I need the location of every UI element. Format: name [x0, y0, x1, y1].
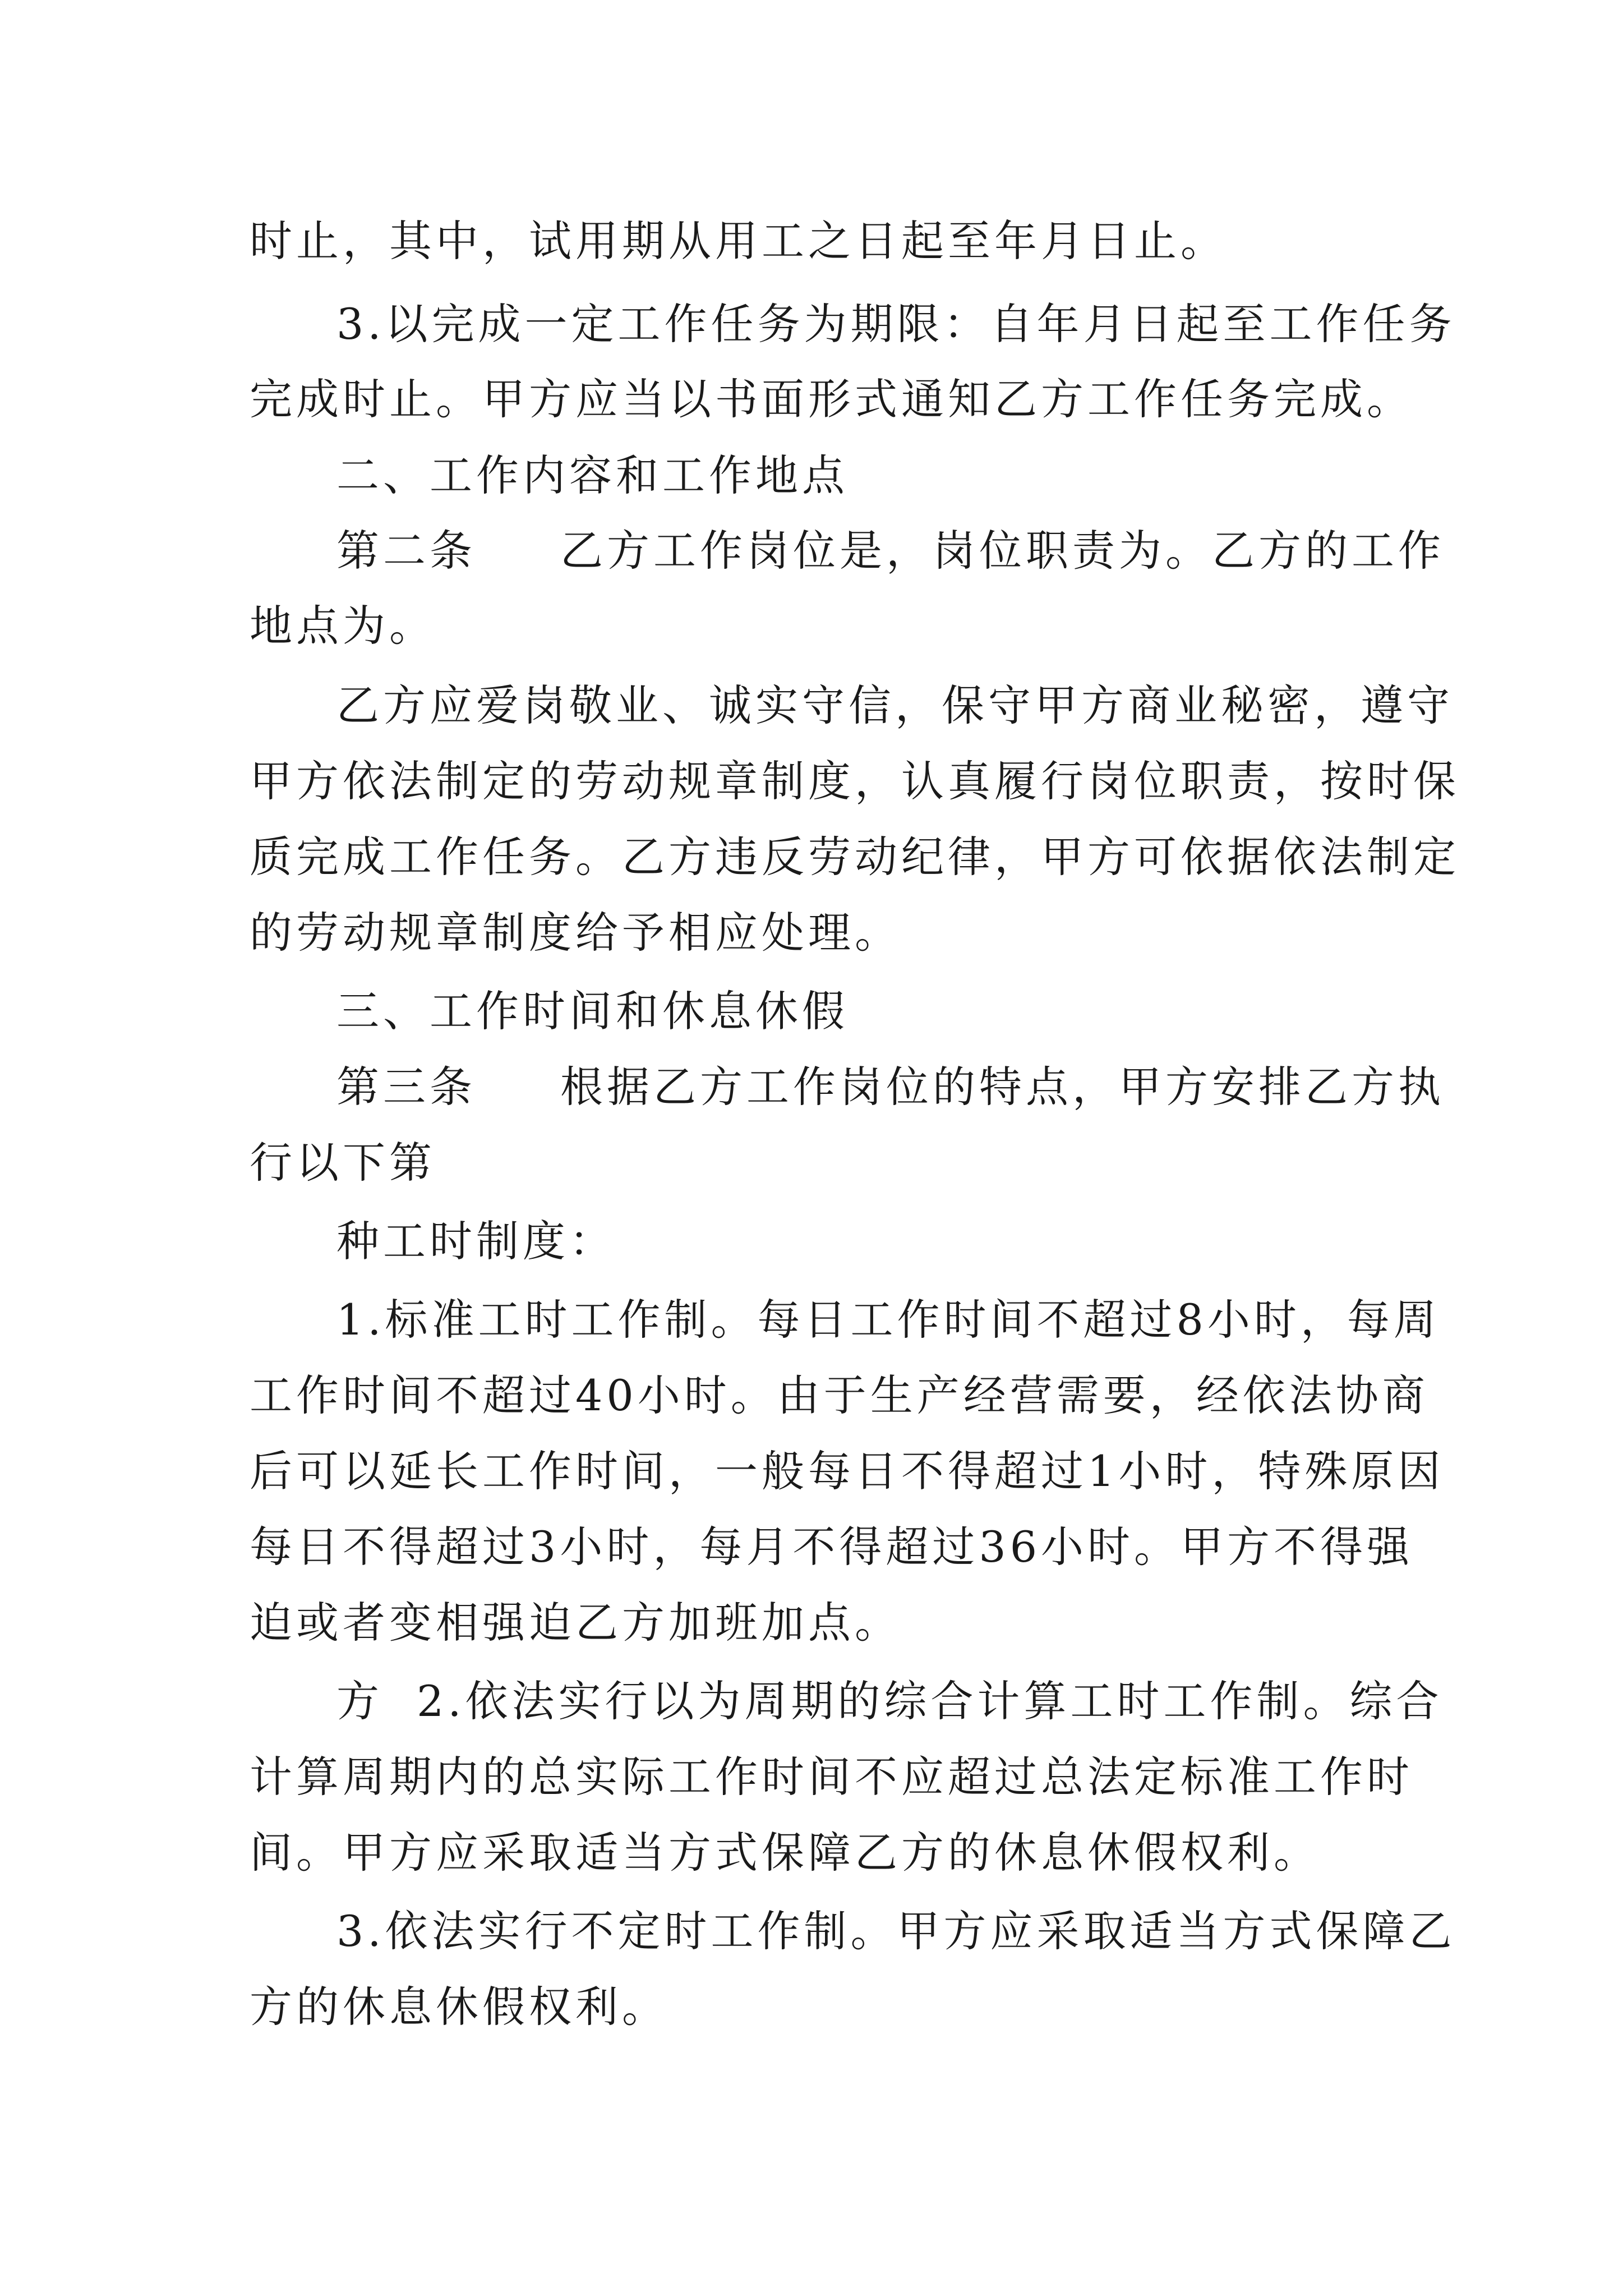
- text-span: 方的休息休假权利。: [250, 1982, 668, 2032]
- text-span: 间。甲方应采取适当方式保障乙方的休息休假权利。: [250, 1828, 1320, 1878]
- text-span: 乙方应爱岗敬业、诚实守信，保守甲方商业秘密，遵守: [336, 680, 1454, 730]
- text-span: 甲方依法制定的劳动规章制度，认真履行岗位职责，按时保: [250, 756, 1460, 806]
- text-span: 后可以延长工作时间，一般每日不得超过1小时，特殊原因: [250, 1446, 1445, 1496]
- text-span: 二、工作内容和工作地点: [336, 450, 849, 500]
- text-line-24: [250, 1980, 668, 2034]
- text-line-10: [250, 906, 901, 960]
- text-span: 3.依法实行不定时工作制。甲方应采取适当方式保障乙: [336, 1906, 1456, 1956]
- text-line-7: [336, 679, 1454, 733]
- text-line-6: [250, 599, 436, 653]
- text-line-3: [250, 372, 1413, 426]
- text-line-8: [250, 754, 1460, 808]
- text-line-20: [336, 1674, 1443, 1728]
- text-line-15: [336, 1293, 1440, 1347]
- text-line-1: [250, 214, 1227, 268]
- text-span: 根据乙方工作岗位的特点，甲方安排乙方执: [560, 1062, 1445, 1112]
- text-line-9: [250, 830, 1460, 884]
- text-span: 行以下第: [250, 1138, 436, 1188]
- text-span: 乙方工作岗位是，岗位职责为。乙方的工作: [560, 526, 1445, 576]
- text-line-2: [336, 297, 1456, 351]
- text-line-16: [250, 1369, 1429, 1423]
- text-span: 三、工作时间和休息休假: [336, 986, 849, 1036]
- text-line-14: [336, 1214, 616, 1268]
- text-span: 2.依法实行以为周期的综合计算工时工作制。综合: [417, 1676, 1443, 1726]
- text-span: 工作时间不超过40小时。由于生产经营需要，经依法协商: [250, 1370, 1429, 1420]
- text-span: 时止，其中，试用期从用工之日起至年月日止。: [250, 216, 1227, 266]
- article-number: 第二条: [336, 526, 476, 576]
- text-span: 每日不得超过3小时，每月不得超过36小时。甲方不得强: [250, 1522, 1414, 1572]
- text-span: 完成时止。甲方应当以书面形式通知乙方工作任务完成。: [250, 374, 1413, 424]
- text-span: 1.标准工时工作制。每日工作时间不超过8小时，每周: [336, 1295, 1440, 1345]
- text-span: 计算周期内的总实际工作时间不应超过总法定标准工作时: [250, 1752, 1413, 1802]
- article-3-line: [336, 1060, 1445, 1114]
- text-span: 地点为。: [250, 601, 436, 651]
- text-line-22: [250, 1826, 1320, 1880]
- text-span: 迫或者变相强迫乙方加班加点。: [250, 1598, 901, 1648]
- margin-mark: 方: [336, 1676, 383, 1726]
- text-span: 种工时制度：: [336, 1216, 616, 1266]
- text-line-13: [250, 1136, 436, 1190]
- section-heading-2: [336, 449, 849, 503]
- section-heading-3: [336, 984, 849, 1038]
- text-line-19: [250, 1596, 901, 1650]
- article-number: 第三条: [336, 1062, 476, 1112]
- text-line-23: [336, 1904, 1456, 1958]
- text-line-18: [250, 1520, 1413, 1574]
- text-span: 的劳动规章制度给予相应处理。: [250, 908, 901, 958]
- text-line-17: [250, 1444, 1444, 1498]
- article-2-line: [336, 524, 1445, 578]
- text-line-21: [250, 1750, 1413, 1804]
- text-span: 3.以完成一定工作任务为期限：自年月日起至工作任务: [336, 299, 1456, 349]
- text-span: 质完成工作任务。乙方违反劳动纪律，甲方可依据依法制定: [250, 832, 1460, 882]
